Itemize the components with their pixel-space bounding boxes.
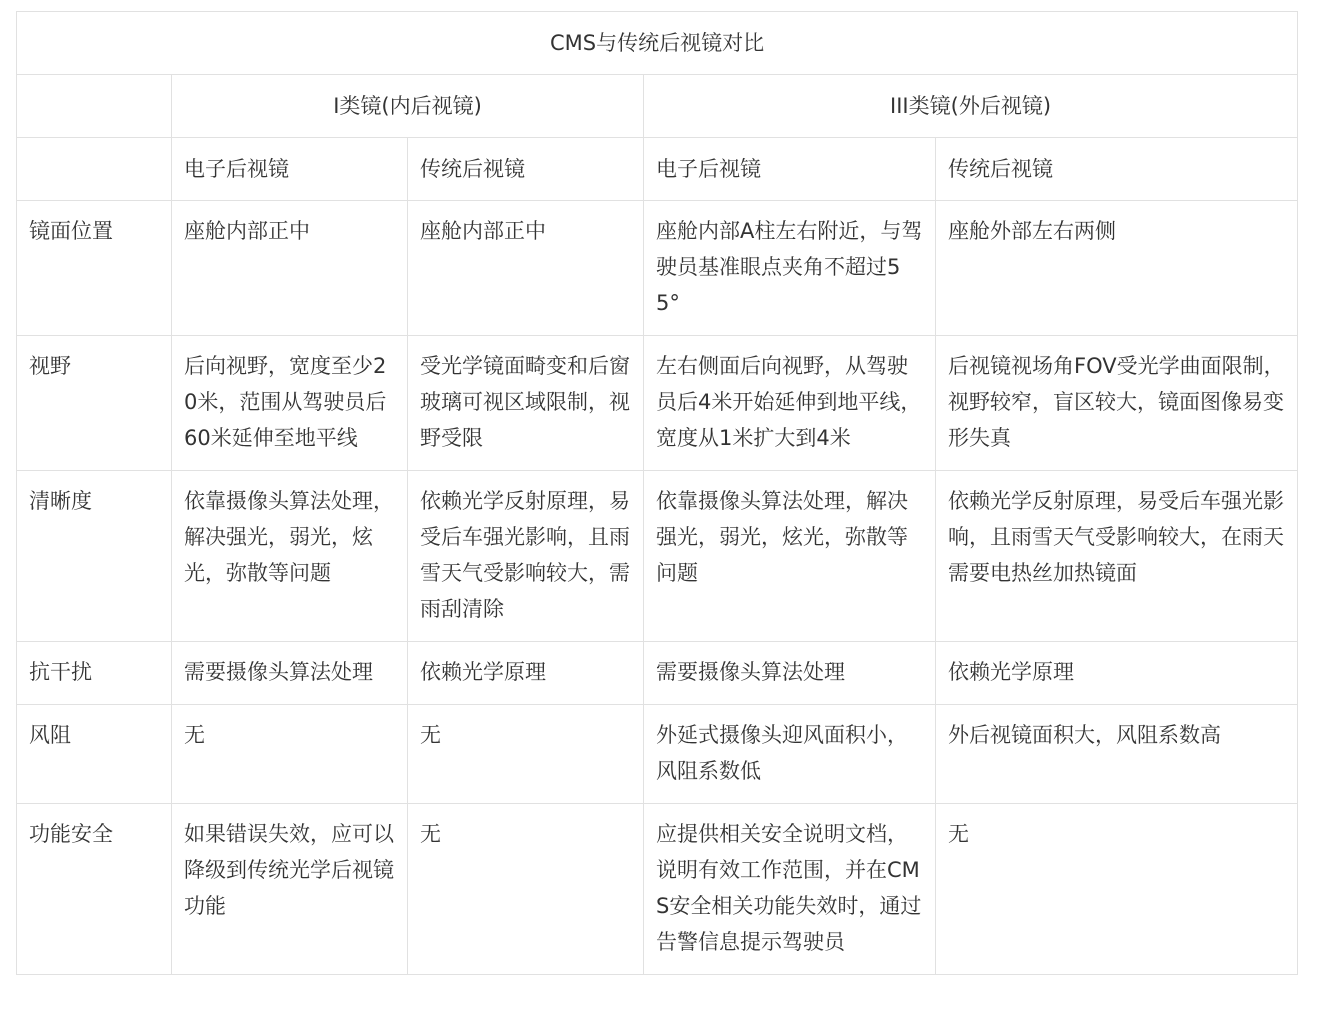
table-cell: 如果错误失效，应可以降级到传统光学后视镜功能 bbox=[172, 804, 408, 975]
table-cell: 无 bbox=[408, 804, 644, 975]
table-cell: 依靠摄像头算法处理，解决强光，弱光，炫光，弥散等问题 bbox=[172, 471, 408, 642]
group-header-interior-mirror: I类镜(内后视镜) bbox=[172, 75, 644, 138]
table-cell: 后向视野，宽度至少20米，范围从驾驶员后60米延伸至地平线 bbox=[172, 336, 408, 471]
sub-header-cell: 电子后视镜 bbox=[644, 138, 936, 201]
table-cell: 左右侧面后向视野，从驾驶员后4米开始延伸到地平线，宽度从1米扩大到4米 bbox=[644, 336, 936, 471]
comparison-table bbox=[16, 11, 1298, 975]
table-cell: 依赖光学原理 bbox=[408, 642, 644, 705]
table-cell: 座舱内部A柱左右附近，与驾驶员基准眼点夹角不超过55° bbox=[644, 201, 936, 336]
sub-header-cell: 电子后视镜 bbox=[172, 138, 408, 201]
table-cell: 无 bbox=[408, 705, 644, 804]
row-label: 镜面位置 bbox=[17, 201, 172, 336]
sub-header-blank bbox=[17, 138, 172, 201]
table-cell: 依赖光学反射原理，易受后车强光影响，且雨雪天气受影响较大，需雨刮清除 bbox=[408, 471, 644, 642]
row-label: 功能安全 bbox=[17, 804, 172, 975]
table-cell: 外延式摄像头迎风面积小，风阻系数低 bbox=[644, 705, 936, 804]
table-row bbox=[17, 705, 1298, 804]
title-row bbox=[17, 12, 1298, 75]
table-cell: 无 bbox=[936, 804, 1298, 975]
sub-header-row bbox=[17, 138, 1298, 201]
sub-header-cell: 传统后视镜 bbox=[408, 138, 644, 201]
table-row bbox=[17, 804, 1298, 975]
row-label: 视野 bbox=[17, 336, 172, 471]
row-label: 清晰度 bbox=[17, 471, 172, 642]
table-cell: 后视镜视场角FOV受光学曲面限制，视野较窄，盲区较大，镜面图像易变形失真 bbox=[936, 336, 1298, 471]
table-cell: 无 bbox=[172, 705, 408, 804]
table-cell: 需要摄像头算法处理 bbox=[644, 642, 936, 705]
table-cell: 外后视镜面积大，风阻系数高 bbox=[936, 705, 1298, 804]
table-title: CMS与传统后视镜对比 bbox=[17, 12, 1298, 75]
table-cell: 应提供相关安全说明文档，说明有效工作范围，并在CMS安全相关功能失效时，通过告警信息提示驾驶员 bbox=[644, 804, 936, 975]
table-cell: 座舱内部正中 bbox=[408, 201, 644, 336]
comparison-table-container bbox=[16, 11, 1298, 975]
group-header-row bbox=[17, 75, 1298, 138]
row-label: 抗干扰 bbox=[17, 642, 172, 705]
table-cell: 座舱外部左右两侧 bbox=[936, 201, 1298, 336]
table-cell: 依赖光学原理 bbox=[936, 642, 1298, 705]
table-cell: 依靠摄像头算法处理，解决强光，弱光，炫光，弥散等问题 bbox=[644, 471, 936, 642]
table-cell: 座舱内部正中 bbox=[172, 201, 408, 336]
table-row bbox=[17, 471, 1298, 642]
sub-header-cell: 传统后视镜 bbox=[936, 138, 1298, 201]
table-cell: 依赖光学反射原理，易受后车强光影响，且雨雪天气受影响较大，在雨天需要电热丝加热镜面 bbox=[936, 471, 1298, 642]
table-row bbox=[17, 201, 1298, 336]
row-label: 风阻 bbox=[17, 705, 172, 804]
group-header-blank bbox=[17, 75, 172, 138]
table-cell: 需要摄像头算法处理 bbox=[172, 642, 408, 705]
table-row bbox=[17, 336, 1298, 471]
group-header-exterior-mirror: III类镜(外后视镜) bbox=[644, 75, 1298, 138]
table-row bbox=[17, 642, 1298, 705]
table-cell: 受光学镜面畸变和后窗玻璃可视区域限制，视野受限 bbox=[408, 336, 644, 471]
